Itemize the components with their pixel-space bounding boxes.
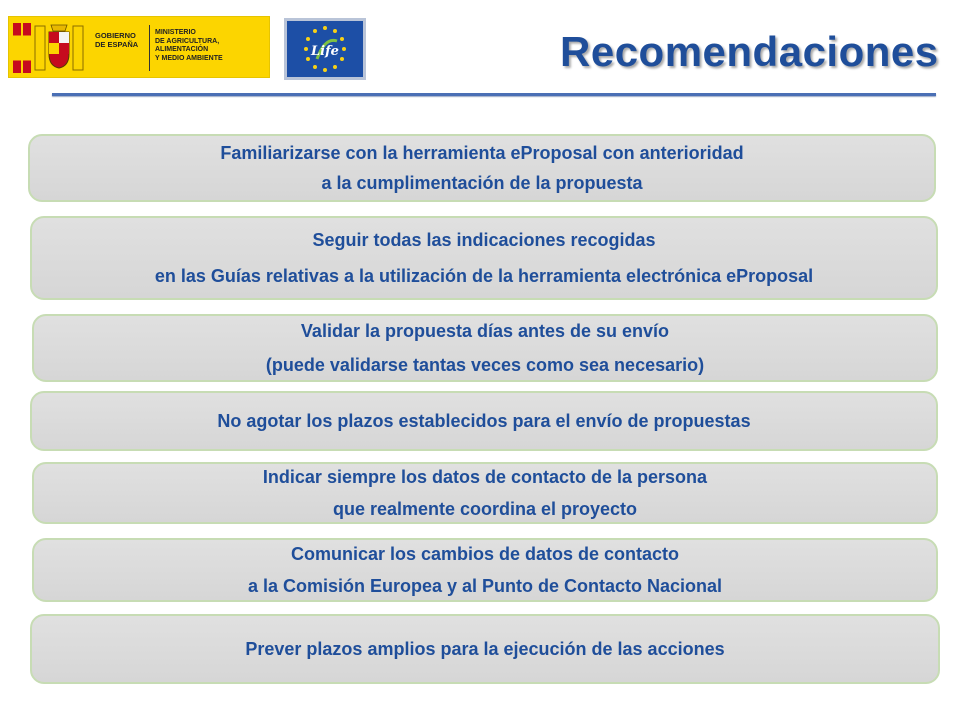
recommendation-box <box>32 314 938 382</box>
life-logo-text: Life <box>311 44 339 59</box>
recommendation-box <box>28 134 936 202</box>
recommendation-box <box>30 391 938 451</box>
gobierno-label: GOBIERNO DE ESPAÑA <box>95 31 139 49</box>
recommendation-line: Comunicar los cambios de datos de contacto <box>290 544 680 564</box>
recommendation-box <box>30 216 938 300</box>
recommendation-line: No agotar los plazos establecidos para el envío de propuestas <box>217 411 751 431</box>
flag-stripe-icon <box>23 23 31 73</box>
recommendation-line: Seguir todas las indicaciones recogidas <box>312 230 656 250</box>
recommendation-box <box>32 462 938 524</box>
title-underline <box>52 93 936 96</box>
recommendation-line: Familiarizarse con la herramienta eProposal con anterioridad <box>220 143 744 163</box>
recommendation-box <box>30 614 940 684</box>
eu-stars-icon <box>287 21 363 77</box>
recommendation-line: Validar la propuesta días antes de su envío <box>300 321 670 341</box>
flag-stripe-icon <box>13 23 21 73</box>
divider <box>149 25 150 71</box>
recommendation-line: (puede validarse tantas veces como sea necesario) <box>265 355 705 375</box>
ministerio-label: MINISTERIO DE AGRICULTURA, ALIMENTACIÓN Y MEDIO AMBIENTE <box>155 29 223 62</box>
recommendation-line: Prever plazos amplios para la ejecución de las acciones <box>245 639 725 659</box>
recommendation-line: en las Guías relativas a la utilización de la herramienta electrónica eProposal <box>154 266 814 286</box>
recommendation-line: que realmente coordina el proyecto <box>332 499 638 519</box>
life-logo <box>284 18 366 80</box>
recommendation-line: Indicar siempre los datos de contacto de la persona <box>262 467 708 487</box>
page-title: Recomendaciones <box>560 28 939 75</box>
recommendation-box <box>32 538 938 602</box>
recommendation-line: a la cumplimentación de la propuesta <box>321 173 643 193</box>
coat-of-arms-icon <box>31 22 87 74</box>
gobierno-espana-logo <box>8 16 270 78</box>
recommendation-line: a la Comisión Europea y al Punto de Contacto Nacional <box>247 576 723 596</box>
